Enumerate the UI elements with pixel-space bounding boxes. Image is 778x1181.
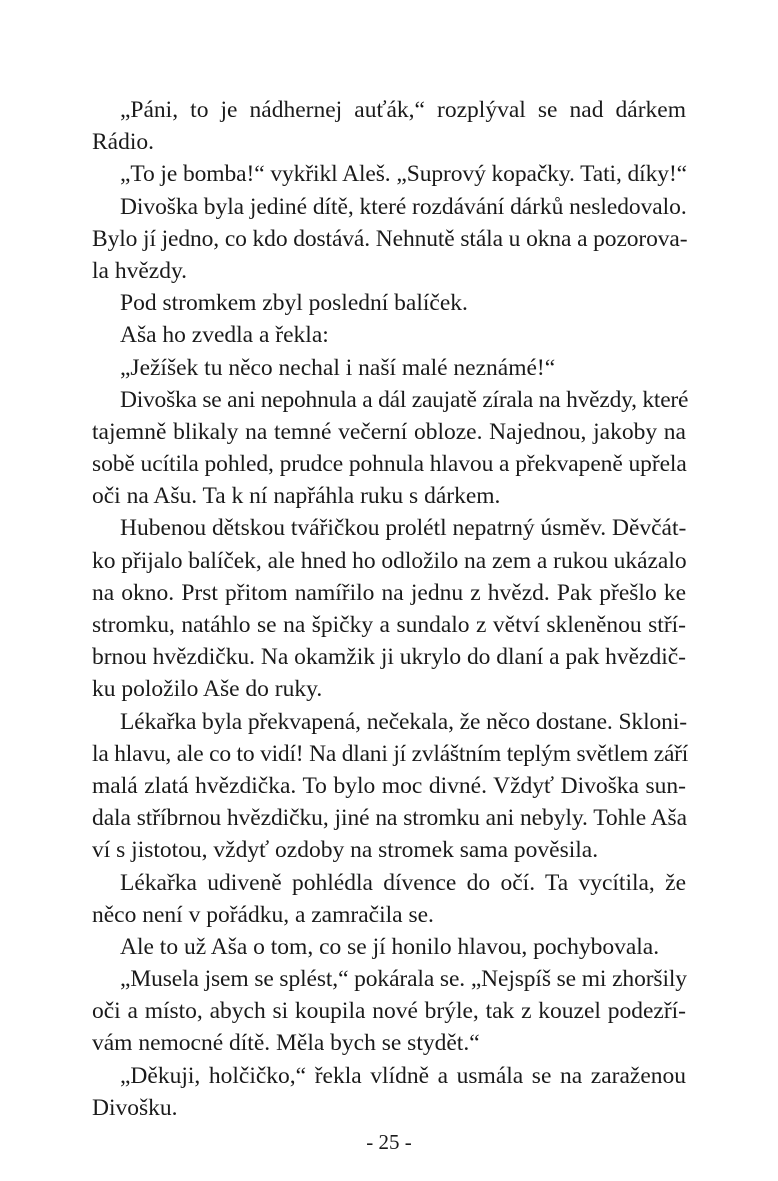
text-line: brnou hvězdičku. Na okamžik ji ukrylo do dlaní a pak hvězdič- bbox=[92, 644, 686, 671]
text-line: la hlavu, ale co to vidí! Na dlani jí zvláštním teplým světlem září bbox=[92, 740, 689, 767]
text-line: něco není v pořádku, a zamračila se. bbox=[92, 901, 434, 928]
text-line: „Děkuji, holčičko,“ řekla vlídně a usmála se na zaraženou bbox=[120, 1062, 686, 1089]
body-text bbox=[92, 94, 689, 1124]
text-line: ví s jistotou, vždyť ozdoby na stromek sama pověsila. bbox=[92, 837, 599, 864]
text-line: Divošku. bbox=[92, 1094, 178, 1121]
text-line: „Páni, to je nádhernej auťák,“ rozplýval se nad dárkem bbox=[120, 97, 686, 123]
text-line: Lékařka udiveně pohlédla dívence do očí. Ta vycítila, že bbox=[120, 869, 686, 896]
text-line: na okno. Prst přitom namířilo na jednu z hvězd. Pak přešlo ke bbox=[92, 579, 686, 606]
text-line: Rádio. bbox=[92, 129, 155, 156]
text-line: Hubenou dětskou tvářičkou prolétl nepatrný úsměv. Děvčát- bbox=[120, 515, 687, 542]
text-line: dala stříbrnou hvězdičku, jiné na stromku ani nebyly. Tohle Aša bbox=[92, 805, 687, 832]
text-line: „To je bomba!“ vykřikl Aleš. „Suprový kopačky. Tati, díky!“ bbox=[120, 161, 688, 188]
text-line: Ale to už Aša o tom, co se jí honilo hlavou, pochybovala. bbox=[120, 933, 660, 960]
text-line: ko přijalo balíček, ale hned ho odložilo na zem a rukou ukázalo bbox=[92, 547, 687, 574]
page-number: - 25 - bbox=[366, 1130, 412, 1154]
text-line: Bylo jí jedno, co kdo dostává. Nehnutě stála u okna a pozorova- bbox=[92, 225, 688, 252]
text-line: tajemně blikaly na temné večerní obloze. Najednou, jakoby na bbox=[92, 418, 686, 445]
text-line: malá zlatá hvězdička. To bylo moc divné. Vždyť Divoška sun- bbox=[92, 772, 686, 799]
text-line: Divoška se ani nepohnula a dál zaujatě zírala na hvězdy, které bbox=[120, 386, 689, 413]
text-line: vám nemocné dítě. Měla bych se stydět.“ bbox=[92, 1030, 480, 1057]
text-line: „Musela jsem se splést,“ pokárala se. „Nejspíš se mi zhoršily bbox=[120, 966, 687, 993]
text-line: „Ježíšek tu něco nechal i naší malé neznámé!“ bbox=[120, 354, 556, 381]
text-line: la hvězdy. bbox=[92, 257, 188, 284]
text-line: oči a místo, abych si koupila nové brýle, tak z kouzel podezří- bbox=[92, 998, 686, 1025]
text-line: sobě ucítila pohled, prudce pohnula hlavou a překvapeně upřela bbox=[92, 451, 687, 478]
text-line: Divoška byla jediné dítě, které rozdávání dárků nesledovalo. bbox=[120, 193, 687, 220]
text-line: stromku, natáhlo se na špičky a sundalo z větví skleněnou stří- bbox=[92, 612, 686, 638]
text-line: ku položilo Aše do ruky. bbox=[92, 676, 323, 703]
text-line: Lékařka byla překvapená, nečekala, že něco dostane. Skloni- bbox=[120, 708, 687, 735]
text-line: Pod stromkem zbyl poslední balíček. bbox=[120, 290, 468, 317]
text-line: oči na Ašu. Ta k ní napřáhla ruku s dárkem. bbox=[92, 483, 501, 510]
text-line: Aša ho zvedla a řekla: bbox=[120, 322, 329, 349]
